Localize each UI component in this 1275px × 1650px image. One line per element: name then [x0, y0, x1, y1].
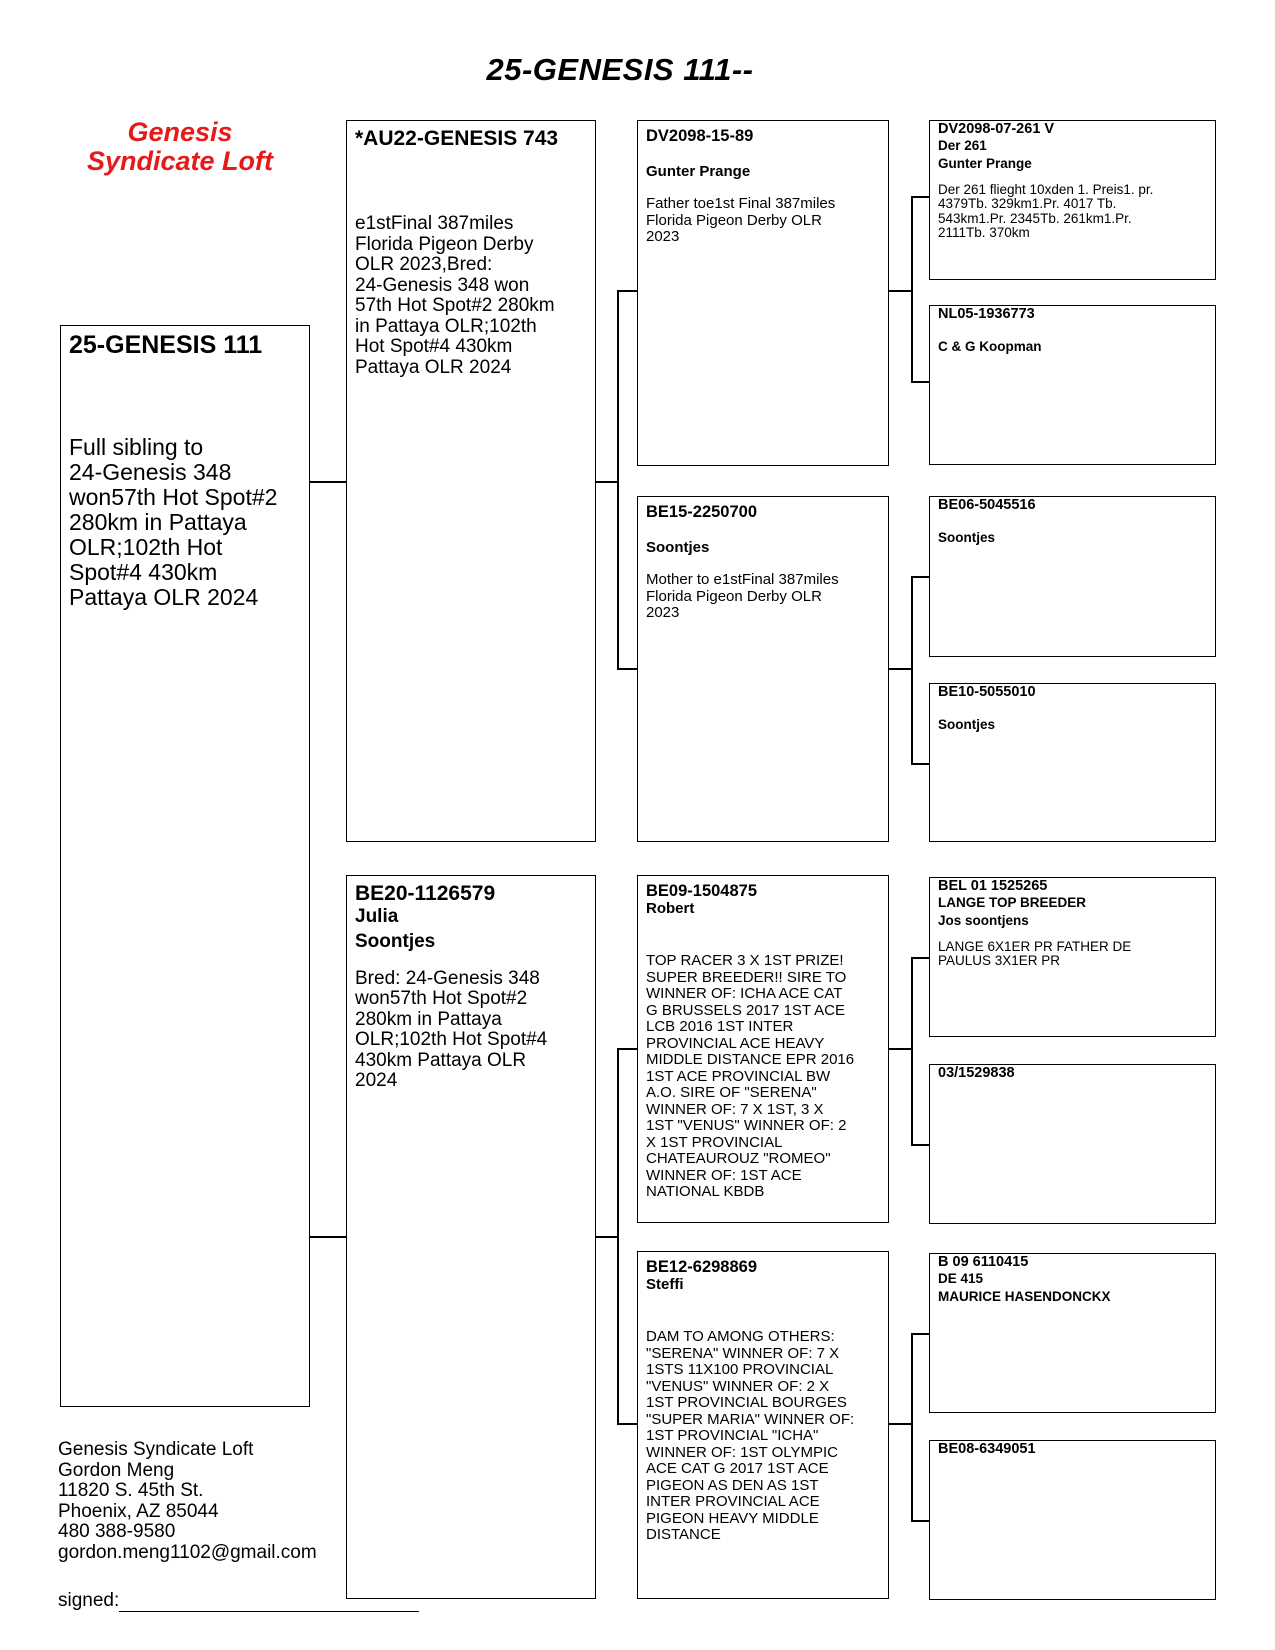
gg-2-ring: NL05-1936773	[938, 306, 1035, 322]
connector-line	[911, 196, 913, 382]
gg-1-description: Der 261 flieght 10xden 1. Preis1. pr. 4379Tb. 329km1.Pr. 4017 Tb. 543km1.Pr. 2345Tb. 261km1.Pr. 2111Tb. 370km	[938, 181, 1154, 241]
footer-city: Phoenix, AZ 85044	[58, 1500, 219, 1522]
sire-dam-ring: BE15-2250700	[646, 503, 758, 521]
footer-address: 11820 S. 45th St.	[58, 1480, 204, 1501]
connector-line	[911, 763, 929, 765]
subject-box	[60, 325, 310, 1407]
sire-description: e1stFinal 387miles Florida Pigeon Derby OLR 2023,Bred: 24-Genesis 348 won 57th Hot Spot#2 280km in Pattaya OLR;102th Hot Spot#4 430km Pattaya OLR 2024	[355, 213, 555, 378]
footer-email: gordon.meng1102@gmail.com	[58, 1541, 317, 1563]
gg-box-2	[929, 305, 1216, 465]
connector-line	[911, 957, 929, 959]
connector-line	[310, 481, 346, 483]
gg-5-ring: BEL 01 1525265	[938, 878, 1048, 894]
signed-label: signed:	[58, 1590, 120, 1611]
sire-dam-breeder: Soontjes	[646, 539, 710, 557]
gg-5-description: LANGE 6X1ER PR FATHER DE PAULUS 3X1ER PR	[938, 938, 1132, 969]
sire-box	[346, 120, 596, 842]
connector-line	[310, 1236, 346, 1238]
gg-1-name: Der 261	[938, 137, 987, 153]
connector-line	[911, 1144, 929, 1146]
dam-sire-description: TOP RACER 3 X 1ST PRIZE! SUPER BREEDER!! SIRE TO WINNER OF: ICHA ACE CAT G BRUSSELS 2017 1ST ACE LCB 2016 1ST INTER PROVINCIAL ACE HEAVY MIDDLE DISTANCE EPR 2016 1ST ACE PROVINCIAL BW A.O. SIRE OF "SERENA" WINNER OF: 7 X 1ST, 3 X 1ST "VENUS" WINNER OF: 2 X 1ST PROVINCIAL CHATEAUROUZ "ROMEO" WINNER OF: 1ST ACE NATIONAL KBDB	[646, 952, 855, 1201]
page-title: 25-GENESIS 111--	[486, 52, 754, 87]
connector-line	[596, 481, 617, 483]
gg-6-ring: 03/1529838	[938, 1065, 1015, 1081]
dam-dam-box	[637, 1251, 889, 1599]
gg-3-breeder: Soontjes	[938, 529, 996, 545]
gg-box-5	[929, 877, 1216, 1037]
gg-5-name: LANGE TOP BREEDER	[938, 894, 1087, 910]
gg-box-3	[929, 496, 1216, 657]
dam-dam-ring: BE12-6298869	[646, 1258, 758, 1276]
sire-sire-description: Father toe1st Final 387miles Florida Pigeon Derby OLR 2023	[646, 195, 836, 246]
sire-dam-description: Mother to e1stFinal 387miles Florida Pigeon Derby OLR 2023	[646, 571, 839, 622]
gg-1-ring: DV2098-07-261 V	[938, 121, 1055, 137]
connector-line	[617, 1048, 637, 1050]
gg-7-ring: B 09 6110415	[938, 1254, 1029, 1270]
signature-field	[119, 1591, 419, 1612]
connector-line	[911, 196, 929, 198]
dam-breeder: Soontjes	[355, 930, 436, 952]
owner-contact	[58, 1440, 317, 1563]
sire-sire-ring: DV2098-15-89	[646, 127, 754, 145]
signature-line	[58, 1590, 419, 1612]
gg-box-8	[929, 1440, 1216, 1600]
dam-box	[346, 875, 596, 1599]
connector-line	[889, 668, 911, 670]
connector-line	[911, 1333, 913, 1521]
subject-description: Full sibling to 24-Genesis 348 won57th Hot Spot#2 280km in Pattaya OLR;102th Hot Spot#4 430km Pattaya OLR 2024	[69, 433, 278, 610]
connector-line	[911, 381, 929, 383]
gg-4-ring: BE10-5055010	[938, 684, 1036, 700]
footer-phone: 480 388-9580	[58, 1521, 176, 1542]
gg-4-breeder: Soontjes	[938, 716, 996, 732]
footer-owner: Gordon Meng	[58, 1459, 175, 1481]
dam-sire-box	[637, 875, 889, 1223]
sire-sire-box	[637, 120, 889, 466]
dam-description: Bred: 24-Genesis 348 won57th Hot Spot#2 280km in Pattaya OLR;102th Hot Spot#4 430km Pattaya OLR 2024	[355, 967, 548, 1092]
connector-line	[911, 576, 913, 764]
gg-1-breeder: Gunter Prange	[938, 155, 1032, 171]
connector-line	[911, 1520, 929, 1522]
gg-box-1	[929, 120, 1216, 280]
footer-loft: Genesis Syndicate Loft	[58, 1439, 254, 1460]
subject-ring: 25-GENESIS 111	[69, 331, 263, 359]
connector-line	[911, 576, 929, 578]
connector-line	[617, 290, 619, 669]
gg-box-7	[929, 1253, 1216, 1413]
dam-sire-name: Robert	[646, 900, 695, 918]
gg-2-breeder: C & G Koopman	[938, 338, 1042, 354]
dam-dam-name: Steffi	[646, 1276, 684, 1294]
connector-line	[889, 1423, 911, 1425]
dam-ring: BE20-1126579	[355, 882, 496, 905]
connector-line	[889, 290, 911, 292]
gg-7-name: DE 415	[938, 1270, 984, 1286]
sire-dam-box	[637, 496, 889, 842]
gg-7-breeder: MAURICE HASENDONCKX	[938, 1288, 1111, 1304]
gg-8-ring: BE08-6349051	[938, 1441, 1036, 1457]
connector-line	[617, 668, 637, 670]
connector-line	[596, 1236, 617, 1238]
gg-5-breeder: Jos soontjens	[938, 912, 1029, 928]
connector-line	[617, 1423, 637, 1425]
connector-line	[617, 290, 637, 292]
loft-logo-line2: Syndicate Loft	[86, 146, 274, 176]
dam-sire-ring: BE09-1504875	[646, 882, 758, 900]
gg-box-4	[929, 683, 1216, 842]
connector-line	[617, 1048, 619, 1424]
connector-line	[889, 1048, 911, 1050]
connector-line	[911, 1333, 929, 1335]
loft-logo	[60, 118, 300, 176]
sire-ring: *AU22-GENESIS 743	[355, 127, 559, 150]
connector-line	[911, 957, 913, 1145]
dam-name: Julia	[355, 906, 399, 928]
dam-dam-description: DAM TO AMONG OTHERS: "SERENA" WINNER OF: 7 X 1STS 11X100 PROVINCIAL "VENUS" WINNER OF: 2 X 1ST PROVINCIAL BOURGES "SUPER MARIA" WINNER OF: 1ST PROVINCIAL "ICHA" WINNER OF: 1ST OLYMPIC ACE CAT G 2017 1ST ACE PIGEON AS DEN AS 1ST INTER PROVINCIAL ACE PIGEON HEAVY MIDDLE DISTANCE	[646, 1328, 855, 1544]
sire-sire-breeder: Gunter Prange	[646, 163, 751, 181]
gg-3-ring: BE06-5045516	[938, 497, 1036, 513]
loft-logo-line1: Genesis	[127, 117, 233, 147]
gg-box-6	[929, 1064, 1216, 1224]
